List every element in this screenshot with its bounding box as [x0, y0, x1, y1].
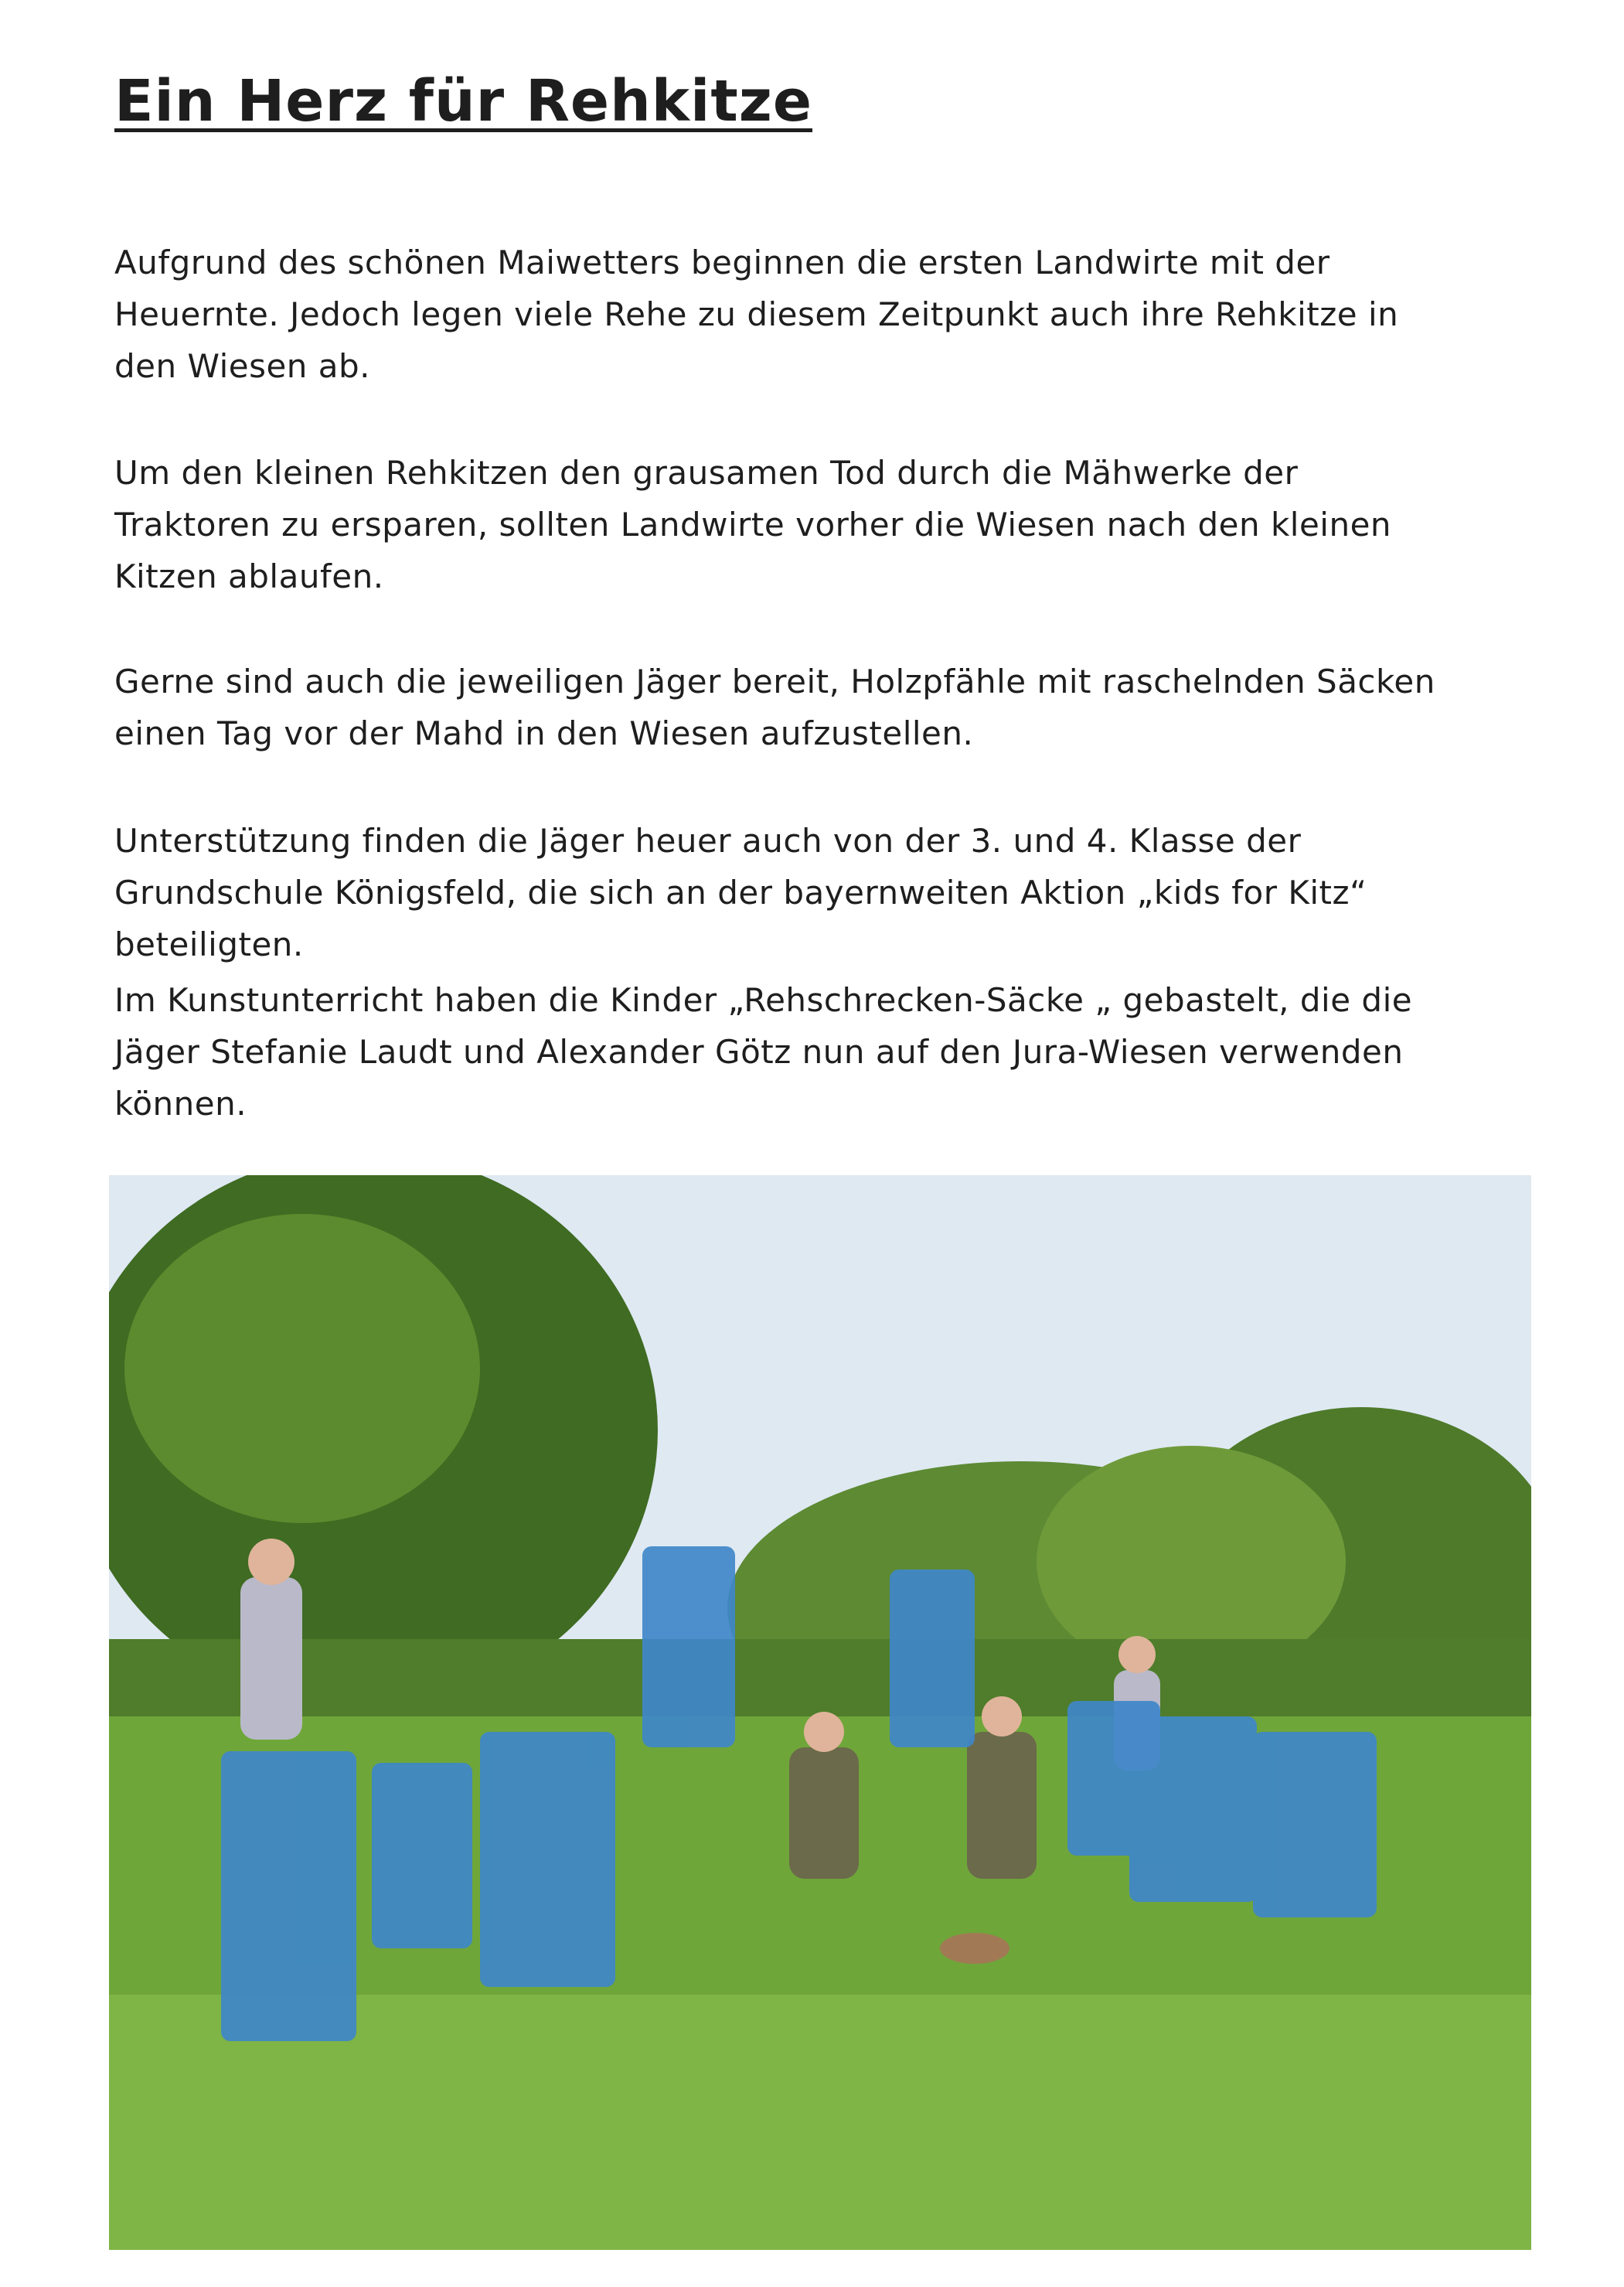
paragraph-1: Aufgrund des schönen Maiwetters beginnen die ersten Landwirte mit der Heuernte. Jedoch legen viele Rehe zu diesem Zeitpunkt auch ihre Rehkitze in den Wiesen ab.: [114, 244, 1399, 385]
paragraph-3: Gerne sind auch die jeweiligen Jäger bereit, Holzpfähle mit raschelnden Säcken einen Tag vor der Mahd in den Wiesen aufzustellen.: [114, 663, 1435, 752]
photo-fawn: [940, 1933, 1009, 1964]
article-title: Ein Herz für Rehkitze: [114, 68, 813, 135]
group-photo: [109, 1175, 1531, 2250]
photo-tree-left-highlight: [124, 1214, 480, 1523]
paragraph-2: Um den kleinen Rehkitzen den grausamen Tod durch die Mähwerke der Traktoren zu ersparen, sollten Landwirte vorher die Wiesen nach den kleinen Kitzen ablaufen.: [114, 454, 1392, 595]
paragraph-4: Unterstützung finden die Jäger heuer auch von der 3. und 4. Klasse der Grundschule Königsfeld, die sich an der bayernweiten Aktion „kids for Kitz“ beteiligten.: [114, 822, 1367, 963]
paragraph-5: Im Kunstunterricht haben die Kinder „Rehschrecken-Säcke „ gebastelt, die die Jäger Stefanie Laudt und Alexander Götz nun auf den Jura-Wiesen verwenden können.: [114, 981, 1413, 1123]
group-photo-illustration: [109, 1175, 1531, 2250]
